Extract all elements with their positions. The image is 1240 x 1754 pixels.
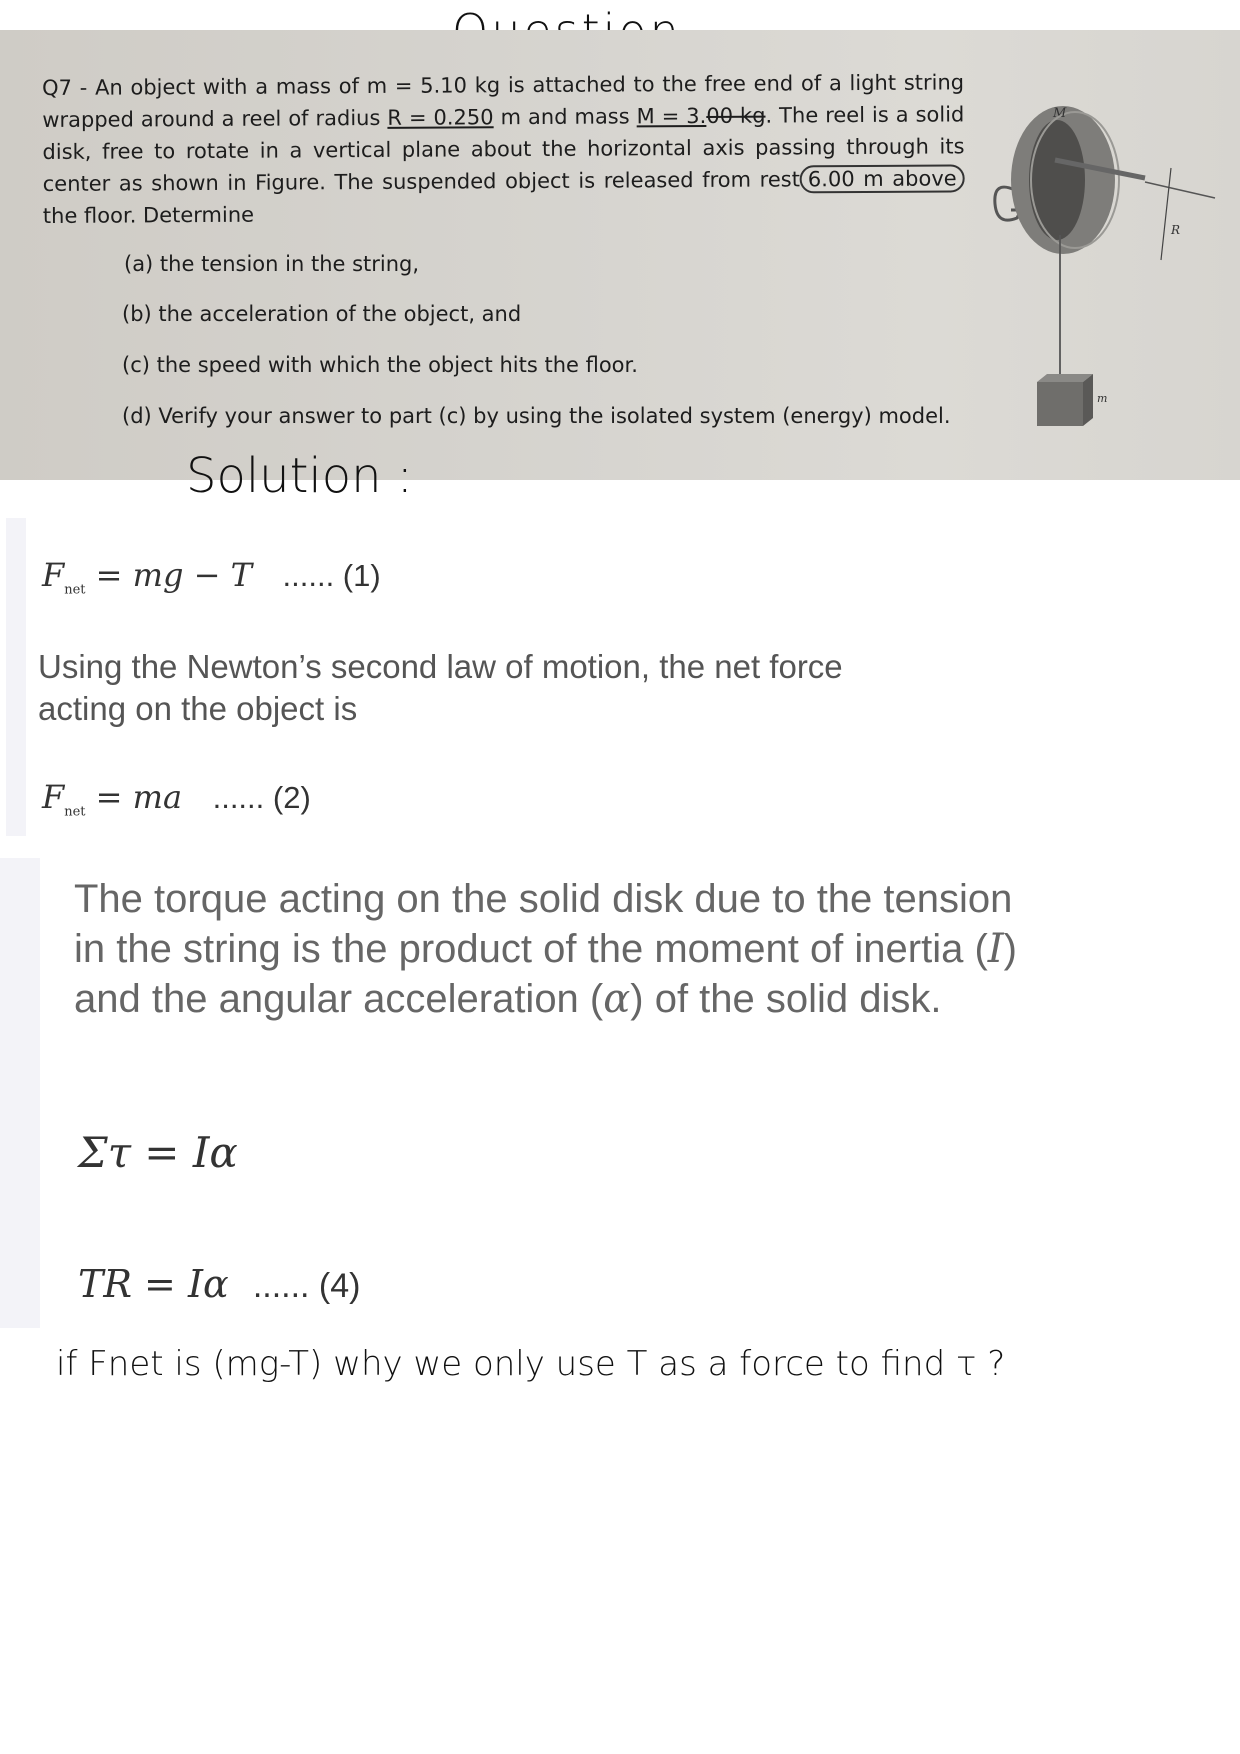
question-text-4: . The reel is a solid disk, free to rotate in a vertical plane about the horizontal axis passing through its center as shown in Figure. The suspended object is released from rest: [42, 102, 965, 196]
solution-panel-1: [6, 518, 26, 836]
hanging-block: [1037, 382, 1083, 426]
paragraph-newton: Using the Newton’s second law of motion, the net force acting on the object is: [38, 648, 843, 727]
question-number: Q7: [42, 75, 73, 100]
label-M: M: [1053, 106, 1067, 121]
eq2-sub: net: [64, 804, 86, 820]
part-d: (d) Verify your answer to part (c) by using the isolated system (energy) model.: [122, 404, 951, 428]
radius-value: R = 0.250: [387, 105, 494, 130]
equation-2: [42, 778, 311, 819]
symbol-alpha: α: [603, 976, 631, 1022]
equation-4: [78, 1262, 361, 1306]
eq1-number: ...... (1): [282, 558, 381, 593]
height-circled: 6.00 m above: [800, 164, 965, 193]
eq4-number: ...... (4): [252, 1267, 361, 1305]
mass-M-struck: 00 kg: [706, 103, 766, 128]
question-photo: [0, 30, 1240, 480]
question-text: [42, 66, 965, 232]
label-m: m: [1097, 392, 1108, 405]
eq1-rhs: = mg − T: [85, 556, 252, 594]
question-intro: - An object with a mass of m =: [71, 73, 421, 100]
eq2-rhs: = ma: [85, 778, 183, 816]
eq2-lhs: F: [42, 778, 65, 816]
part-a: (a) the tension in the string,: [124, 252, 420, 276]
eq1-sub: net: [64, 582, 86, 598]
eq2-number: ...... (2): [212, 780, 311, 815]
reel-radius-guide: [1145, 182, 1215, 198]
reel-figure: [985, 60, 1235, 440]
reel-hub: [1029, 120, 1085, 240]
question-text-2: is attached to the free end of a light string wrapped around a reel of radius: [42, 70, 965, 132]
handwritten-note: if Fnet is (mg-T) why we only use T as a force to find τ ?: [56, 1344, 1006, 1384]
paragraph-torque: [74, 874, 1034, 1024]
symbol-I: I: [987, 926, 1004, 972]
question-text-5: the floor. Determine: [42, 202, 255, 228]
part-b: (b) the acceleration of the object, and: [122, 302, 522, 326]
label-R: R: [1171, 223, 1181, 237]
hanging-block-side: [1083, 374, 1093, 426]
solution-heading: Solution :: [186, 448, 413, 504]
question-text-3: m and mass: [493, 104, 637, 130]
equation-1: [42, 556, 381, 597]
mass-M-value: M = 3.: [636, 103, 707, 129]
part-c: (c) the speed with which the object hits the floor.: [122, 353, 638, 377]
radius-dimension-line: [1161, 168, 1171, 260]
mass-m: 5.10 kg: [420, 73, 501, 98]
para2-b: ) and the angular acceleration (: [74, 927, 1017, 1021]
solution-panel-2: [0, 858, 40, 1328]
equation-3: Στ = Iα: [78, 1128, 238, 1177]
para2-c: ) of the solid disk.: [630, 977, 942, 1021]
eq1-lhs: F: [42, 556, 65, 594]
para2-a: The torque acting on the solid disk due to the tension in the string is the product of the moment of inertia (: [74, 877, 1013, 971]
eq4-text: TR = Iα: [78, 1262, 229, 1306]
